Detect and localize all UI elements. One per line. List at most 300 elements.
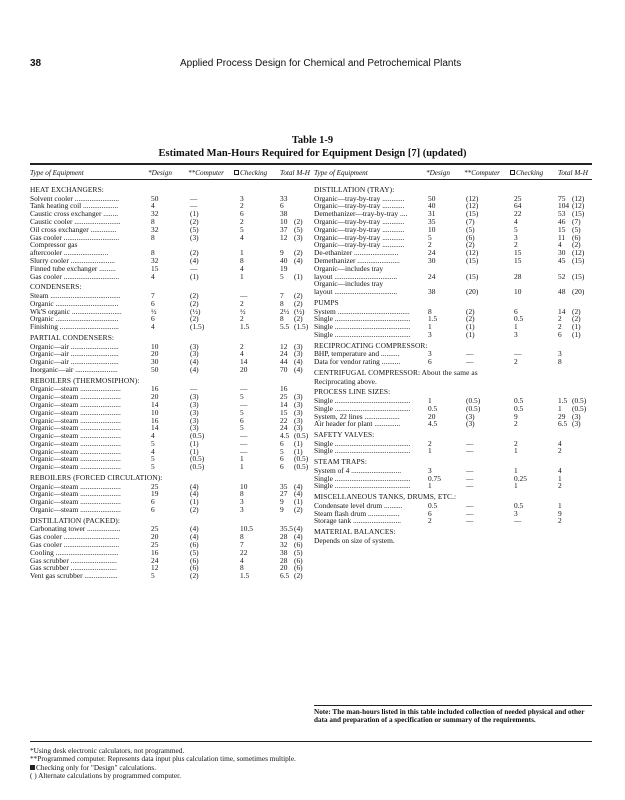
- cell-checking: 5: [240, 224, 244, 234]
- cell-type: System, 22 lines ...................: [314, 411, 400, 421]
- cell-type: Inorganic—air .......................: [30, 364, 118, 374]
- cell-alt: (7): [572, 216, 581, 226]
- cell-checking: 8: [240, 489, 244, 499]
- hdr-total-r: Total M-H: [558, 169, 588, 177]
- cell-alt: (6): [294, 540, 303, 550]
- cell-alt: (0.5): [572, 395, 587, 405]
- cell-computer: —: [466, 473, 474, 483]
- cell-checking: 5: [240, 407, 244, 417]
- cell-design: 1: [428, 395, 432, 405]
- cell-computer: (15): [466, 209, 479, 219]
- cell-alt: (2): [294, 571, 303, 581]
- cell-computer: (4): [190, 481, 199, 491]
- cell-computer: (6): [190, 555, 199, 565]
- cell-total: 9: [558, 508, 562, 518]
- cell-type: Single .........................................: [314, 473, 411, 483]
- cell-type: Steam flash drum .................: [314, 508, 400, 518]
- cell-checking: 28: [514, 271, 522, 281]
- cell-type: Gas scrubber .........................: [30, 563, 117, 573]
- cell-type: Organic—steam ......................: [30, 462, 121, 472]
- cell-computer: (0.5): [190, 462, 205, 472]
- cell-alt: (1): [294, 497, 303, 507]
- cell-type: Reciprocating above.: [314, 376, 377, 386]
- cell-checking: 15: [514, 248, 522, 258]
- cell-design: 14: [151, 423, 159, 433]
- cell-alt: (5): [294, 547, 303, 557]
- cell-type: BHP, temperature and ..........: [314, 349, 400, 359]
- cell-type: Single .........................................: [314, 314, 411, 324]
- cell-design: 30: [428, 255, 436, 265]
- cell-design: 32: [151, 209, 159, 219]
- cell-alt: (1): [294, 438, 303, 448]
- cell-design: 19: [151, 489, 159, 499]
- cell-alt: (3): [294, 341, 303, 351]
- section-heading: HEAT EXCHANGERS:: [30, 185, 104, 194]
- cell-total: 70: [280, 364, 288, 374]
- cell-computer: —: [190, 193, 198, 203]
- table-row: [314, 537, 592, 545]
- cell-total: 2: [558, 481, 562, 491]
- cell-total: 6: [558, 329, 562, 339]
- cell-type: Organic—steam ......................: [30, 407, 121, 417]
- cell-computer: —: [466, 500, 474, 510]
- cell-checking: 1: [240, 248, 244, 258]
- cell-computer: (2): [190, 298, 199, 308]
- cell-computer: (2): [190, 216, 199, 226]
- cell-type: Slurry cooler ........................: [30, 255, 115, 265]
- cell-checking: —: [514, 516, 522, 526]
- cell-type: Organic ..................................: [30, 298, 119, 308]
- cell-checking: 0.5: [514, 500, 524, 510]
- cell-alt: (3): [572, 411, 581, 421]
- cell-computer: (15): [466, 255, 479, 265]
- cell-checking: 3: [240, 193, 244, 203]
- cell-design: 6: [428, 508, 432, 518]
- cell-type: Organic—tray-by-tray ............: [314, 232, 405, 242]
- cell-computer: (3): [190, 349, 199, 359]
- cell-alt: (5): [294, 224, 303, 234]
- cell-alt: (2): [294, 290, 303, 300]
- cell-alt: (2): [294, 314, 303, 324]
- cell-computer: (1): [190, 438, 199, 448]
- cell-computer: (4): [190, 255, 199, 265]
- cell-checking: 1: [514, 446, 518, 456]
- cell-design: 16: [151, 384, 159, 394]
- cell-type: Organic—includes tray: [314, 263, 384, 273]
- cell-alt: (0.5): [294, 462, 309, 472]
- cell-checking: 14: [240, 357, 248, 367]
- cell-design: 8: [151, 216, 155, 226]
- cell-type: Compressor gas: [30, 240, 78, 250]
- cell-checking: 0.5: [514, 314, 524, 324]
- cell-type: Finned tube exchanger .........: [30, 263, 116, 273]
- top-rule: [30, 163, 592, 165]
- cell-computer: (12): [466, 248, 479, 258]
- cell-total: 19: [280, 263, 288, 273]
- cell-computer: (2): [466, 306, 475, 316]
- cell-checking: 8: [240, 563, 244, 573]
- cell-alt: (6): [572, 232, 581, 242]
- hdr-total: Total M-H: [280, 169, 310, 177]
- cell-alt: (0.5): [294, 431, 309, 441]
- cell-checking: 5: [514, 224, 518, 234]
- cell-computer: —: [190, 201, 198, 211]
- cell-type: Organic—air ..........................: [30, 341, 119, 351]
- cell-type: Organic—steam ......................: [30, 497, 121, 507]
- cell-total: 25: [280, 392, 288, 402]
- cell-computer: (12): [466, 193, 479, 203]
- cell-computer: (3): [190, 392, 199, 402]
- cell-total: 28: [280, 532, 288, 542]
- cell-alt: (4): [294, 357, 303, 367]
- table-row: [314, 420, 592, 428]
- cell-design: 31: [428, 209, 436, 219]
- section-heading: REBOILERS (THERMOSIPHON):: [30, 375, 140, 385]
- cell-type: aftercooler ........................: [30, 248, 109, 258]
- table-row: [314, 378, 592, 386]
- cell-checking: 4: [240, 232, 244, 242]
- cell-alt: (15): [572, 255, 585, 265]
- cell-computer: (3): [190, 407, 199, 417]
- cell-design: 4: [151, 271, 155, 281]
- cell-computer: (2): [190, 505, 199, 515]
- cell-design: 6: [428, 357, 432, 367]
- cell-alt: (2): [572, 314, 581, 324]
- cell-computer: (1): [466, 329, 475, 339]
- cell-computer: —: [466, 516, 474, 526]
- cell-total: 35.5: [280, 524, 293, 534]
- cell-design: 6: [151, 298, 155, 308]
- cell-total: 75: [558, 193, 566, 203]
- cell-alt: (3): [294, 407, 303, 417]
- cell-computer: (6): [190, 540, 199, 550]
- cell-checking: —: [240, 290, 248, 300]
- cell-total: 24: [280, 423, 288, 433]
- cell-checking: 25: [514, 193, 522, 203]
- cell-checking: 1.5: [240, 571, 250, 581]
- cell-total: 2: [558, 516, 562, 526]
- cell-total: 15: [280, 407, 288, 417]
- cell-type: Depends on size of system.: [314, 535, 395, 545]
- section-heading: MISCELLANEOUS TANKS, DRUMS, ETC.:: [314, 492, 457, 502]
- cell-design: ½: [151, 306, 157, 316]
- cell-type: Oil cross exchanger ..............: [30, 224, 117, 234]
- cell-total: 6.5: [280, 571, 290, 581]
- cell-design: 20: [151, 532, 159, 542]
- cell-type: Organic—tray-by-tray ............: [314, 240, 405, 250]
- cell-computer: (2): [190, 248, 199, 258]
- cell-total: 2: [558, 322, 562, 332]
- cell-design: 24: [151, 555, 159, 565]
- section-heading: CENTRIFUGAL COMPRESSOR: About the same as: [314, 367, 478, 377]
- cell-checking: 2: [240, 314, 244, 324]
- cell-checking: 1: [514, 322, 518, 332]
- cell-checking: 1: [240, 454, 244, 464]
- cell-total: 53: [558, 209, 566, 219]
- cell-design: 10: [151, 407, 159, 417]
- cell-computer: —: [466, 357, 474, 367]
- cell-computer: (1): [190, 209, 199, 219]
- cell-computer: (15): [466, 271, 479, 281]
- cell-total: 14: [558, 306, 566, 316]
- cell-total: 30: [558, 248, 566, 258]
- cell-type: Vent gas scrubber ..................: [30, 571, 118, 581]
- cell-total: 45: [558, 255, 566, 265]
- section-heading: SAFETY VALVES:: [314, 430, 375, 440]
- cell-total: 48: [558, 287, 566, 297]
- cell-alt: (3): [294, 423, 303, 433]
- cell-type: Caustic cooler .........................: [30, 216, 121, 226]
- cell-type: Organic—steam ......................: [30, 431, 121, 441]
- cell-total: 37: [280, 224, 288, 234]
- cell-type: Finishing ................................: [30, 322, 119, 332]
- cell-checking: 20: [240, 364, 248, 374]
- cell-computer: —: [466, 508, 474, 518]
- cell-type: Organic—air ..........................: [30, 349, 119, 359]
- hdr-checking-r: Checking: [510, 169, 543, 177]
- cell-design: 3: [428, 465, 432, 475]
- cell-alt: (3): [294, 392, 303, 402]
- page-number: 38: [30, 58, 42, 69]
- cell-computer: (3): [190, 341, 199, 351]
- section-heading: PROCESS LINE SIZES:: [314, 387, 391, 397]
- cell-type: Organic—tray-by-tray ............: [314, 224, 405, 234]
- cell-type: Organic—steam ......................: [30, 438, 121, 448]
- cell-total: 8: [280, 314, 284, 324]
- cell-checking: —: [240, 446, 248, 456]
- cell-total: 6.5: [558, 419, 568, 429]
- cell-design: 24: [428, 271, 436, 281]
- cell-design: 8: [151, 232, 155, 242]
- cell-type: Condensate level drum ..........: [314, 500, 403, 510]
- cell-computer: (5): [190, 547, 199, 557]
- cell-type: Single .........................................: [314, 329, 411, 339]
- cell-checking: 22: [240, 547, 248, 557]
- cell-computer: —: [466, 349, 474, 359]
- cell-total: 15: [558, 224, 566, 234]
- table-row: [30, 506, 308, 514]
- cell-total: 27: [280, 489, 288, 499]
- cell-checking: 0.25: [514, 473, 527, 483]
- cell-design: 12: [151, 563, 159, 573]
- cell-total: 38: [280, 547, 288, 557]
- cell-computer: (5): [190, 224, 199, 234]
- cell-type: Organic ..................................: [30, 314, 119, 324]
- cell-alt: (2): [572, 306, 581, 316]
- cell-type: Organic—tray-by-tray ............: [314, 216, 405, 226]
- cell-alt: (3): [294, 349, 303, 359]
- cell-checking: 8: [240, 255, 244, 265]
- table-row: [30, 463, 308, 471]
- cell-computer: (4): [190, 524, 199, 534]
- cell-checking: 1: [240, 462, 244, 472]
- section-heading: PUMPS: [314, 297, 339, 307]
- cell-design: 5: [428, 232, 432, 242]
- cell-checking: 10: [514, 287, 522, 297]
- cell-checking: 0.5: [514, 403, 524, 413]
- cell-checking: 22: [514, 209, 522, 219]
- cell-design: 24: [428, 248, 436, 258]
- cell-design: 32: [151, 224, 159, 234]
- cell-computer: (3): [190, 399, 199, 409]
- cell-computer: (1.5): [190, 322, 205, 332]
- cell-checking: 1: [514, 465, 518, 475]
- cell-total: 6: [280, 454, 284, 464]
- cell-total: 8: [558, 357, 562, 367]
- section-heading: PARTIAL CONDENSERS:: [30, 332, 115, 342]
- cell-computer: (3): [190, 232, 199, 242]
- cell-design: 3: [428, 349, 432, 359]
- cell-type: Organic—steam ......................: [30, 384, 121, 394]
- cell-alt: (6): [294, 555, 303, 565]
- cell-checking: 1.5: [240, 322, 250, 332]
- cell-computer: (2): [466, 314, 475, 324]
- table-row: [314, 447, 592, 455]
- cell-checking: 0.5: [514, 395, 524, 405]
- cell-type: Gas cooler ..............................: [30, 540, 120, 550]
- hdr-design-r: *Design: [426, 169, 450, 177]
- cell-design: 4: [151, 446, 155, 456]
- cell-total: 5.5: [280, 322, 290, 332]
- cell-checking: 5: [240, 392, 244, 402]
- cell-total: 52: [558, 271, 566, 281]
- cell-computer: —: [466, 465, 474, 475]
- table-row: [30, 323, 308, 331]
- cell-design: 16: [151, 415, 159, 425]
- cell-checking: 3: [514, 329, 518, 339]
- cell-total: 28: [280, 555, 288, 565]
- cell-alt: (15): [572, 209, 585, 219]
- cell-type: Gas scrubber .........................: [30, 555, 117, 565]
- bottom-rule: [30, 741, 592, 742]
- cell-alt: (3): [572, 419, 581, 429]
- cell-alt: (3): [294, 399, 303, 409]
- cell-design: 50: [151, 193, 159, 203]
- cell-type: Organic—tray-by-tray ............: [314, 193, 405, 203]
- cell-design: 10: [428, 224, 436, 234]
- cell-type: Wk'S organic ...........................: [30, 306, 122, 316]
- cell-total: 8: [280, 298, 284, 308]
- cell-type: Single .........................................: [314, 438, 411, 448]
- cell-checking: —: [240, 399, 248, 409]
- hdr-computer-r: **Computer: [464, 169, 500, 177]
- cell-computer: (2): [466, 240, 475, 250]
- table-row: [30, 366, 308, 374]
- section-heading: DISTILLATION (TRAY):: [314, 185, 395, 194]
- cell-alt: (4): [294, 489, 303, 499]
- cell-type: Organic—tray-by-tray ............: [314, 201, 405, 211]
- cell-alt: (0.5): [572, 403, 587, 413]
- cell-total: 6: [280, 438, 284, 448]
- footnotes: [30, 747, 296, 781]
- cell-design: 20: [428, 411, 436, 421]
- cell-checking: 8: [240, 532, 244, 542]
- cell-alt: (1): [572, 322, 581, 332]
- cell-type: Single .........................................: [314, 395, 411, 405]
- cell-alt: (3): [294, 232, 303, 242]
- cell-type: Gas cooler ..............................: [30, 532, 120, 542]
- cell-total: 12: [280, 341, 288, 351]
- cell-checking: 6: [240, 415, 244, 425]
- cell-alt: (2): [294, 248, 303, 258]
- cell-alt: (1): [294, 271, 303, 281]
- cell-total: 40: [280, 255, 288, 265]
- section-heading: MATERIAL BALANCES:: [314, 527, 396, 537]
- cell-design: 2: [428, 438, 432, 448]
- cell-alt: (2): [294, 505, 303, 515]
- cell-design: 1: [428, 481, 432, 491]
- cell-design: 5: [151, 571, 155, 581]
- section-heading: RECIPROCATING COMPRESSOR:: [314, 340, 428, 350]
- cell-design: 0.5: [428, 500, 438, 510]
- cell-design: 1: [428, 322, 432, 332]
- cell-checking: 2: [514, 419, 518, 429]
- cell-total: 22: [280, 415, 288, 425]
- cell-type: Demethanizer—tray-by-tray ....: [314, 209, 408, 219]
- section-heading: DISTILLATION (PACKED):: [30, 515, 120, 525]
- cell-type: Single .........................................: [314, 322, 411, 332]
- cell-checking: 4: [240, 349, 244, 359]
- cell-checking: ½: [240, 306, 246, 316]
- cell-type: Organic—steam ......................: [30, 454, 121, 464]
- cell-computer: (0.5): [466, 403, 481, 413]
- cell-design: 2: [428, 240, 432, 250]
- cell-alt: (1): [294, 446, 303, 456]
- cell-total: 4: [558, 240, 562, 250]
- cell-computer: —: [466, 438, 474, 448]
- cell-alt: (12): [572, 201, 585, 211]
- cell-total: 9: [280, 497, 284, 507]
- cell-type: Storage tank ..........................: [314, 516, 402, 526]
- cell-total: 32: [280, 540, 288, 550]
- cell-computer: (½): [190, 306, 201, 316]
- cell-checking: 3: [240, 497, 244, 507]
- cell-type: layout ..................................: [314, 271, 398, 281]
- cell-computer: (3): [190, 423, 199, 433]
- cell-design: 5: [151, 462, 155, 472]
- cell-computer: (0.5): [190, 454, 205, 464]
- cell-type: Single .........................................: [314, 481, 411, 491]
- footnote-1: *Using desk electronic calculators, not programmed.: [30, 746, 185, 755]
- cell-checking: 3: [514, 232, 518, 242]
- cell-design: 1.5: [428, 314, 438, 324]
- cell-computer: (1): [466, 322, 475, 332]
- cell-alt: (6): [294, 563, 303, 573]
- cell-design: 50: [428, 193, 436, 203]
- cell-design: 32: [151, 255, 159, 265]
- table-row: [314, 331, 592, 339]
- cell-checking: 10.5: [240, 524, 253, 534]
- cell-checking: 1: [240, 271, 244, 281]
- note-rule: [314, 705, 592, 706]
- cell-computer: (7): [466, 216, 475, 226]
- cell-design: 8: [151, 248, 155, 258]
- cell-design: 2: [428, 516, 432, 526]
- cell-total: 2: [558, 314, 562, 324]
- footnote-3: Checking only for "Design" calculations.: [30, 764, 296, 772]
- table-row: [314, 358, 592, 366]
- right-column: [314, 183, 592, 545]
- cell-checking: 64: [514, 201, 522, 211]
- cell-checking: —: [240, 384, 248, 394]
- cell-total: 38: [280, 209, 288, 219]
- hdr-type: Type of Equipment: [30, 169, 84, 177]
- cell-type: Organic—steam ......................: [30, 505, 121, 515]
- cell-design: 7: [151, 290, 155, 300]
- cell-total: 2: [558, 446, 562, 456]
- cell-checking: 2: [240, 201, 244, 211]
- cell-alt: (3): [294, 415, 303, 425]
